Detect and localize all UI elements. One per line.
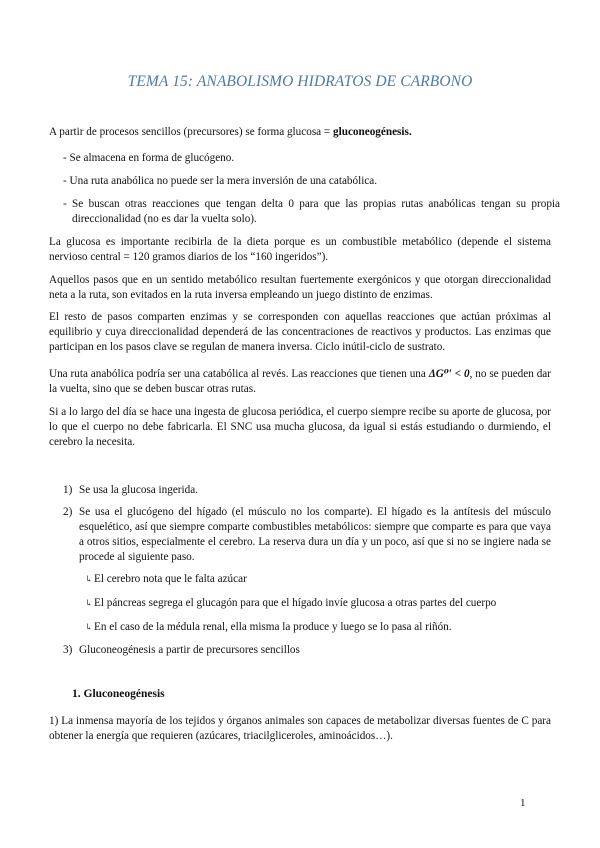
sub-item-text: El cerebro nota que le falta azúcar [94,573,247,585]
turn-arrow-icon: ↳ [85,574,93,584]
delta-g-formula: ΔG⁰′ < 0 [428,368,470,380]
section-paragraph: 1) La inmensa mayoría de los tejidos y órganos animales son capaces de metabolizar diversas fuentes de C para obtener la energía que requieren (azúcares, triacilgliceroles, aminoácidos…). [49,715,551,742]
sub-item [85,620,551,635]
intro-bold-term: gluconeogénesis. [333,126,412,138]
paragraph-ruta [49,367,551,397]
sub-item-text: El páncreas segrega el glucagón para que el hígado invíe glucosa a otras partes del cuerpo [94,597,497,609]
numbered-item [63,643,551,658]
item-number: 3) [63,644,73,656]
item-number: 2) [63,506,73,518]
bullet-item: - Se buscan otras reacciones que tengan delta 0 para que las propias rutas anabólicas tengan su propia direccionalidad (no es dar la vuelta solo). [63,198,560,225]
turn-arrow-icon: ↳ [85,598,93,608]
section-heading: 1. Gluconeogénesis [72,688,165,700]
item-text: Se usa el glucógeno del hígado (el músculo no los comparte). El hígado es la antítesis del músculo esquelético, así que siempre comparte combustibles metabólicos: siempre que comparte es para que vaya a otros sitios, especialmente el cerebro. La reserva dura un día y un poco, así que si no se ingiere nada se procede al siguiente paso. [79,506,551,563]
document-title: TEMA 15: ANABOLISMO HIDRATOS DE CARBONO [127,73,473,90]
intro-paragraph [49,125,551,140]
paragraph-dia: Si a lo largo del día se hace una ingesta de glucosa periódica, el cuerpo siempre recibe su aporte de glucosa, por lo que el cuerpo no debe fabricarla. El SNC usa mucha glucosa, da igual si estás estudiando o durmiendo, el cerebro la necesita. [49,406,551,448]
page-number: 1 [520,797,526,809]
sub-item-text: En el caso de la médula renal, ella misma la produce y luego se lo pasa al riñón. [94,621,452,633]
numbered-item [63,483,551,498]
paragraph-pasos: Aquellos pasos que en un sentido metabólico resultan fuertemente exergónicos y que otorgan direccionalidad neta a la ruta, son evitados en la ruta inversa empleando un juego distinto de enzimas. [49,274,551,301]
bullet-item: - Una ruta anabólica no puede ser la mera inversión de una catabólica. [63,175,378,187]
ruta-text-post: , no se pueden dar la vuelta, sino que se deben buscar otras rutas. [49,368,551,395]
bullet-item: - Se almacena en forma de glucógeno. [63,152,235,164]
sub-item [85,596,551,611]
numbered-item [63,505,551,565]
intro-text: A partir de procesos sencillos (precursores) se forma glucosa = [49,126,334,138]
paragraph-resto: El resto de pasos comparten enzimas y se corresponden con aquellas reacciones que actúan próximas al equilibrio y cuya direccionalidad dependerá de las concentraciones de reactivos y productos. Las enzimas que participan en los pasos clave se regulan de manera inversa. Ciclo inútil-ciclo de sustrato. [49,311,551,353]
ruta-text-pre: Una ruta anabólica podría ser una catabólica al revés. Las reacciones que tienen una [49,368,429,380]
item-number: 1) [63,484,73,496]
paragraph-glucosa-dieta: La glucosa es importante recibirla de la dieta porque es un combustible metabólico (depende el sistema nervioso central = 120 gramos diarios de los “160 ingeridos”). [49,236,551,263]
item-text: Gluconeogénesis a partir de precursores sencillos [79,644,300,656]
sub-item [85,572,551,587]
turn-arrow-icon: ↳ [85,622,93,632]
item-text: Se usa la glucosa ingerida. [79,484,198,496]
